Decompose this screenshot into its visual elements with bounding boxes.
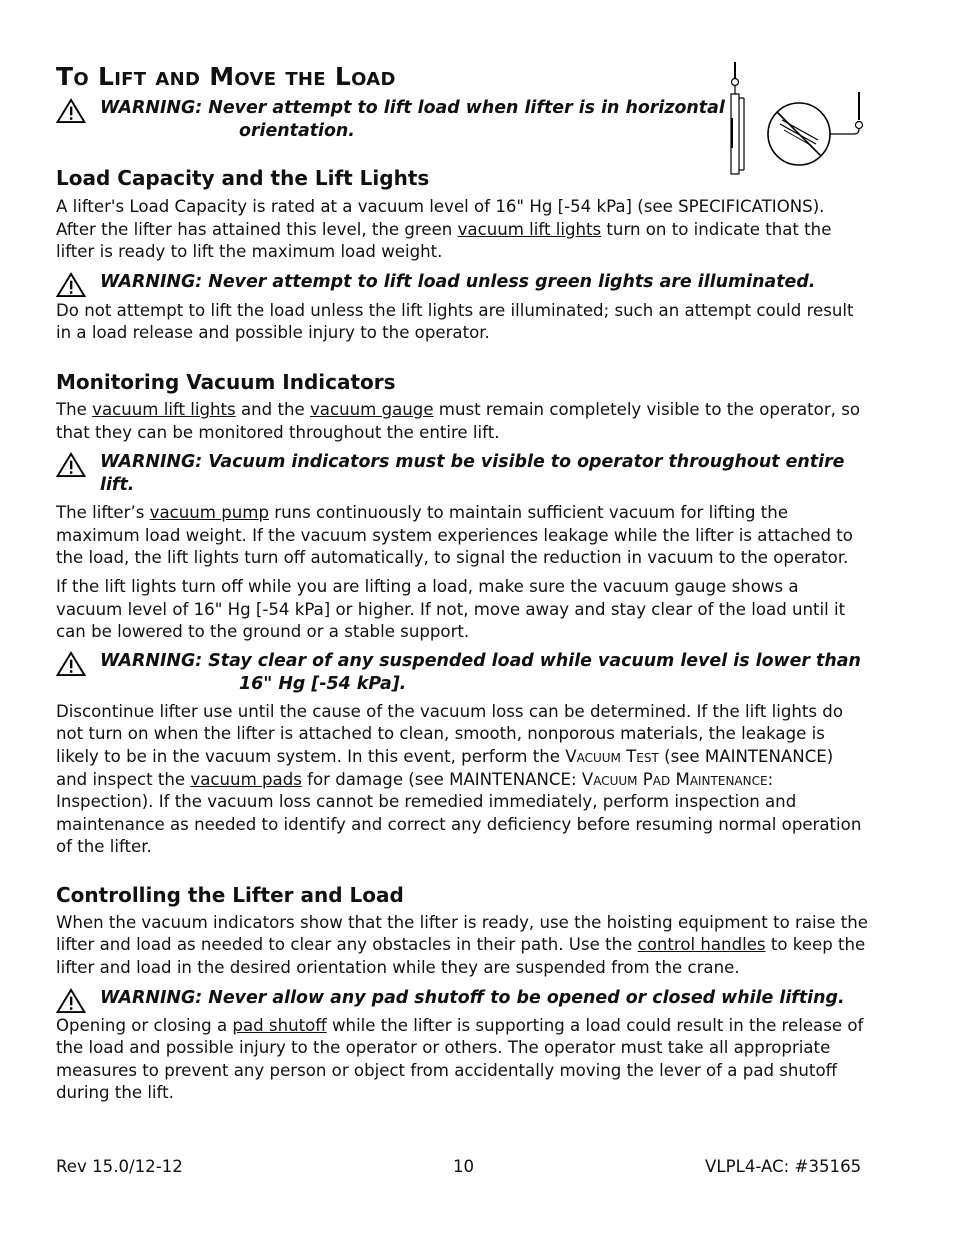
paragraph: The vacuum lift lights and the vacuum gauge must remain completely visible to the operator, so that they can be monitored throughout the entire lift. xyxy=(56,399,860,442)
footer-model-number: VLPL4-AC: #35165 xyxy=(705,1157,862,1176)
warning-triangle-icon xyxy=(56,272,86,298)
warning-text-continued: 16" Hg [-54 kPa]. xyxy=(239,673,407,694)
lifter-orientation-illustration xyxy=(722,58,872,182)
warning-triangle-icon xyxy=(56,651,86,677)
term-vacuum-lift-lights: vacuum lift lights xyxy=(457,219,602,239)
paragraph: The lifter’s vacuum pump runs continuously to maintain sufficient vacuum for lifting the maximum load weight. If the vacuum system experiences leakage while the lifter is attached to the load, the lift lights turn off automatically, to signal the reduction in vacuum to the operator. xyxy=(56,503,853,568)
ref-vacuum-pad-maintenance: Vacuum Pad Maintenance xyxy=(581,769,768,789)
warning-pad-shutoff xyxy=(56,987,868,1010)
warning-text: WARNING: Never attempt to lift load unless green lights are illuminated. xyxy=(100,271,816,292)
paragraph: A lifter's Load Capacity is rated at a vacuum level of 16" Hg [-54 kPa] (see SPECIFICATIONS). After the lifter has attained this level, the green vacuum lift lights turn on to indicate that the lifter is ready to lift the maximum load weight. xyxy=(56,197,832,262)
prohibited-horizontal-icon xyxy=(768,92,863,165)
warning-indicators xyxy=(56,451,868,497)
paragraph: Opening or closing a pad shutoff while the lifter is supporting a load could result in the release of the load and possible injury to the operator or others. The operator must take all appropriate measures to prevent any person or object from accidentally moving the lever of a pad shutoff during the lift. xyxy=(56,1015,864,1103)
section-heading-capacity: Load Capacity and the Lift Lights xyxy=(56,166,430,190)
warning-text: WARNING: Vacuum indicators must be visible to operator throughout entire lift. xyxy=(100,452,845,496)
warning-triangle-icon xyxy=(56,98,86,124)
warning-text-continued: orientation. xyxy=(239,121,355,141)
term-vacuum-lift-lights: vacuum lift lights xyxy=(92,399,236,419)
vertical-lifter-icon xyxy=(731,62,744,174)
warning-text: WARNING: Stay clear of any suspended load while vacuum level is lower than xyxy=(100,650,861,671)
warning-stay-clear xyxy=(56,650,868,696)
section-heading-monitoring: Monitoring Vacuum Indicators xyxy=(56,369,396,394)
term-vacuum-pump: vacuum pump xyxy=(149,503,269,523)
footer-revision: Rev 15.0/12-12 xyxy=(56,1157,183,1176)
term-pad-shutoff: pad shutoff xyxy=(232,1015,327,1035)
warning-triangle-icon xyxy=(56,988,86,1014)
section-heading-controlling: Controlling the Lifter and Load xyxy=(56,882,404,907)
paragraph: Do not attempt to lift the load unless the lift lights are illuminated; such an attempt could result in a load release and possible injury to the operator. xyxy=(56,300,854,343)
warning-lights xyxy=(56,271,868,294)
paragraph: Discontinue lifter use until the cause of the vacuum loss can be determined. If the lift lights do not turn on when the lifter is attached to clean, smooth, nonporous materials, the leakage is likely to be in the vacuum system. In this event, perform the Vacuum Test (see MAINTENANCE) and inspect the vacuum pads for damage (see MAINTENANCE: Vacuum Pad Maintenance: Inspection). If the vacuum loss cannot be remedied immediately, perform inspection and maintenance as needed to identify and correct any deficiency before resuming normal operation of the lifter. xyxy=(56,701,862,857)
warning-text: WARNING: Never allow any pad shutoff to be opened or closed while lifting. xyxy=(100,987,845,1008)
term-vacuum-gauge: vacuum gauge xyxy=(309,399,434,419)
warning-triangle-icon xyxy=(56,452,86,478)
term-control-handles: control handles xyxy=(637,935,766,955)
document-page xyxy=(56,60,868,1105)
term-vacuum-pads: vacuum pads xyxy=(190,769,302,789)
warning-text: WARNING: Never attempt to lift load when lifter is in horizontal xyxy=(100,98,725,118)
paragraph: When the vacuum indicators show that the lifter is ready, use the hoisting equipment to raise the lifter and load as needed to clear any obstacles in their path. Use the control handles to keep the lifter and load in the desired orientation while they are suspended from the crane. xyxy=(56,912,868,978)
page-title: To Lift and Move the Load xyxy=(56,62,396,91)
paragraph: If the lift lights turn off while you are lifting a load, make sure the vacuum gauge shows a vacuum level of 16" Hg [-54 kPa] or higher. If not, move away and stay clear of the load until it can be lowered to the ground or a stable support. xyxy=(56,576,846,642)
ref-vacuum-test: Vacuum Test xyxy=(565,746,659,766)
footer-page-number: 10 xyxy=(453,1157,475,1176)
